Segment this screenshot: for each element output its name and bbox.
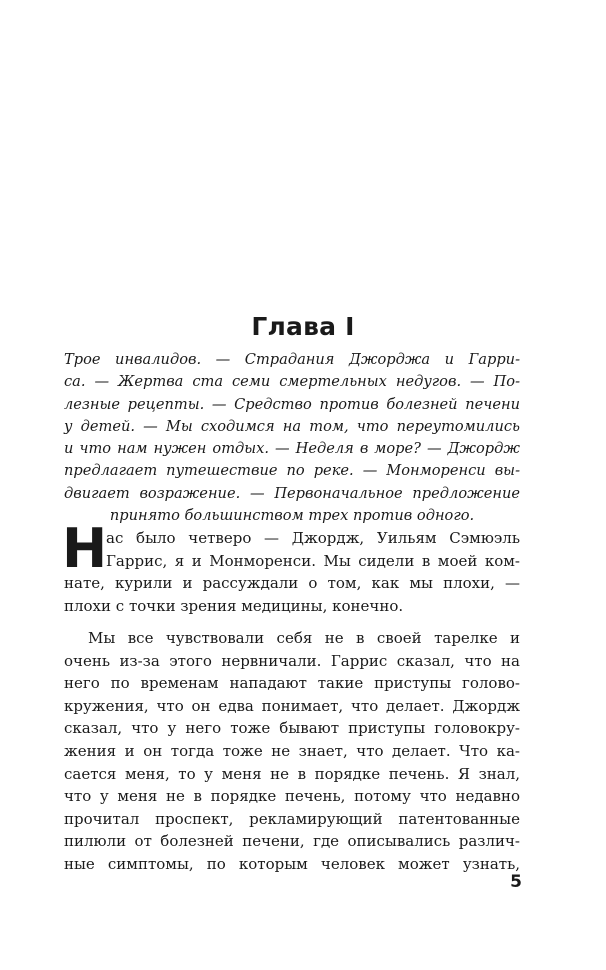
synopsis-line: принято большинством трех против одного. (109, 507, 475, 525)
paragraph-line: кружения, что он едва понимает, что делает. Джордж (64, 696, 520, 715)
paragraph-line: ас было четверо — Джордж, Уильям Сэмюэль (106, 529, 520, 547)
paragraph-2 (64, 627, 520, 876)
paragraph-line: Гаррис, я и Монморенси. Мы сидели в моей ком- (106, 551, 520, 570)
synopsis-line: лезные рецепты. — Средство против болезней печени (64, 395, 520, 413)
paragraph-1 (62, 517, 520, 617)
paragraph-line: него по временам нападают такие приступы голово- (64, 674, 520, 693)
paragraph-line: прочитал проспект, рекламирующий патентованные (64, 809, 520, 828)
drop-cap: Н (62, 517, 108, 580)
paragraph-line: нате, курили и рассуждали о том, как мы плохи, — (64, 574, 520, 593)
chapter-synopsis (64, 349, 520, 527)
paragraph-line: пилюли от болезней печени, где описывались различ- (64, 832, 520, 851)
paragraph-line: сается меня, то у меня не в порядке печень. Я знал, (64, 764, 520, 783)
synopsis-line: предлагает путешествие по реке. — Монморенси вы- (64, 462, 520, 480)
paragraph-line: что у меня не в порядке печень, потому что недавно (64, 787, 520, 806)
page-number: 5 (510, 872, 522, 892)
chapter-title: Глава I (251, 312, 355, 341)
paragraph-line: плохи с точки зрения медицины, конечно. (64, 596, 404, 615)
synopsis-line: Трое инвалидов. — Страдания Джорджа и Гарри- (64, 351, 520, 368)
paragraph-line: сказал, что у него тоже бывают приступы головокру- (64, 719, 520, 738)
paragraph-line: Мы все чувствовали себя не в своей тарелке и (88, 629, 520, 647)
synopsis-line: у детей. — Мы сходимся на том, что переутомились (64, 417, 520, 435)
paragraph-line: ные симптомы, по которым человек может узнать, (64, 854, 520, 873)
synopsis-line: са. — Жертва ста семи смертельных недугов. — По- (64, 373, 520, 391)
paragraph-line: очень из-за этого нервничали. Гаррис сказал, что на (64, 651, 520, 670)
synopsis-line: и что нам нужен отдых. — Неделя в море? — Джордж (64, 440, 520, 458)
paragraph-line: жения и он тогда тоже не знает, что делает. Что ка- (64, 741, 520, 760)
synopsis-line: двигает возражение. — Первоначальное предложение (64, 484, 520, 502)
